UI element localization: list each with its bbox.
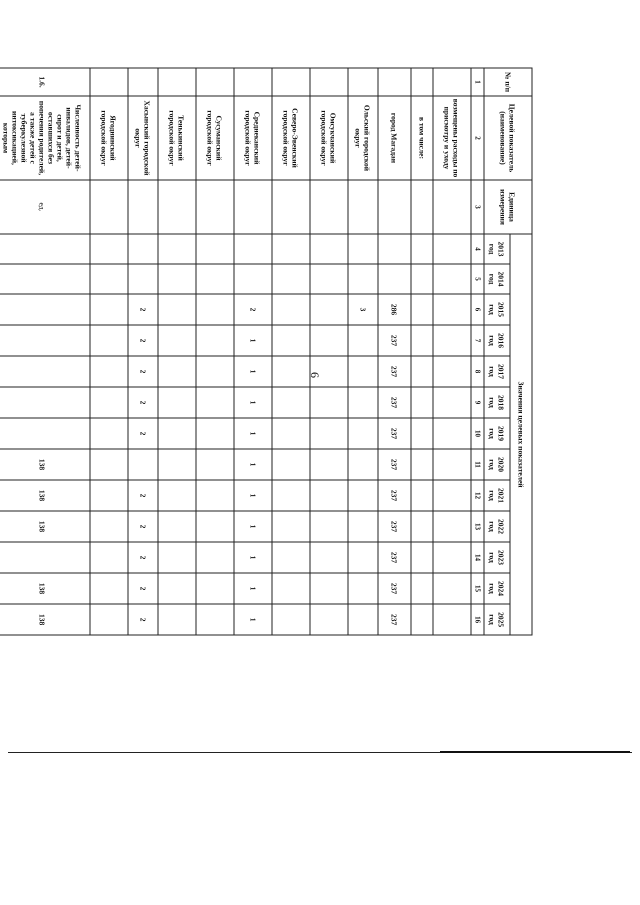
column-number-15: 16 xyxy=(471,604,484,635)
value-cell xyxy=(90,418,128,449)
value-cell xyxy=(0,542,90,573)
value-cell xyxy=(310,234,348,264)
value-cell xyxy=(272,387,310,418)
value-cell xyxy=(128,264,158,294)
value-cell xyxy=(310,604,348,635)
value-cell xyxy=(348,356,378,387)
column-number-5: 6 xyxy=(471,294,484,325)
header-year-5: 2018 год xyxy=(484,387,510,418)
value-cell: 286 xyxy=(378,294,411,325)
header-col-indicator: Целевой показатель (наименование) xyxy=(484,96,532,180)
value-cell xyxy=(196,356,234,387)
unit-cell xyxy=(310,180,348,234)
value-cell xyxy=(90,449,128,480)
table-row xyxy=(310,68,348,635)
value-cell xyxy=(0,294,90,325)
column-number-12: 13 xyxy=(471,511,484,542)
unit-cell: ед. xyxy=(0,180,90,234)
value-cell: 237 xyxy=(378,542,411,573)
header-year-3: 2016 год xyxy=(484,325,510,356)
value-cell: 237 xyxy=(378,511,411,542)
header-year-2: 2015 год xyxy=(484,294,510,325)
value-cell xyxy=(272,511,310,542)
header-year-9: 2022 год xyxy=(484,511,510,542)
value-cell xyxy=(90,480,128,511)
value-cell xyxy=(378,264,411,294)
indicator-name-cell: Хасынский городской округ xyxy=(128,96,158,180)
header-col-unit: Единица измерения xyxy=(484,180,532,234)
value-cell: 1 xyxy=(234,418,272,449)
value-cell xyxy=(378,234,411,264)
header-year-12: 2025 год xyxy=(484,604,510,635)
value-cell xyxy=(411,604,433,635)
value-cell xyxy=(411,480,433,511)
value-cell: 138 xyxy=(0,480,90,511)
value-cell: 138 xyxy=(0,449,90,480)
value-cell: 3 xyxy=(348,294,378,325)
value-cell: 237 xyxy=(378,573,411,604)
value-cell xyxy=(272,573,310,604)
column-number-8: 9 xyxy=(471,387,484,418)
table-row xyxy=(128,68,158,635)
value-cell xyxy=(196,418,234,449)
value-cell xyxy=(272,234,310,264)
value-cell xyxy=(433,264,471,294)
value-cell: 237 xyxy=(378,449,411,480)
value-cell: 1 xyxy=(234,511,272,542)
value-cell xyxy=(272,264,310,294)
value-cell xyxy=(433,480,471,511)
unit-cell xyxy=(433,180,471,234)
value-cell xyxy=(411,234,433,264)
value-cell xyxy=(310,449,348,480)
indicator-name-cell: Тенькинский городской округ xyxy=(158,96,196,180)
value-cell: 2 xyxy=(128,387,158,418)
value-cell: 1 xyxy=(234,573,272,604)
value-cell xyxy=(411,573,433,604)
indicator-name-cell: Ольский городской округ xyxy=(348,96,378,180)
value-cell xyxy=(272,356,310,387)
value-cell xyxy=(272,294,310,325)
value-cell xyxy=(433,511,471,542)
header-year-8: 2021 год xyxy=(484,480,510,511)
row-number-cell xyxy=(411,68,433,96)
indicator-name-cell: Северо-Эвенский городской округ xyxy=(272,96,310,180)
target-indicators-table xyxy=(0,68,533,636)
value-cell xyxy=(158,604,196,635)
value-cell xyxy=(433,387,471,418)
value-cell xyxy=(348,480,378,511)
value-cell xyxy=(310,573,348,604)
unit-cell xyxy=(348,180,378,234)
row-number-cell xyxy=(234,68,272,96)
value-cell xyxy=(158,387,196,418)
value-cell xyxy=(158,542,196,573)
header-year-7: 2020 год xyxy=(484,449,510,480)
indicator-name-cell: Численность детей-инвалидов, детей-сирот и детей, оставшихся без попечения родителей, а также детей с туберкулезной интоксикацией, которым xyxy=(0,96,90,180)
unit-cell xyxy=(128,180,158,234)
value-cell: 237 xyxy=(378,418,411,449)
value-cell xyxy=(158,449,196,480)
value-cell xyxy=(348,418,378,449)
value-cell xyxy=(433,604,471,635)
value-cell: 237 xyxy=(378,325,411,356)
value-cell xyxy=(0,356,90,387)
value-cell xyxy=(158,294,196,325)
value-cell xyxy=(158,418,196,449)
value-cell xyxy=(272,604,310,635)
column-numbers-row xyxy=(471,68,484,635)
value-cell: 138 xyxy=(0,511,90,542)
value-cell: 1 xyxy=(234,480,272,511)
value-cell xyxy=(433,418,471,449)
row-number-cell xyxy=(90,68,128,96)
indicator-name-cell: Сусуманский городской округ xyxy=(196,96,234,180)
value-cell xyxy=(196,449,234,480)
value-cell: 2 xyxy=(128,325,158,356)
value-cell: 237 xyxy=(378,604,411,635)
value-cell xyxy=(196,511,234,542)
value-cell xyxy=(90,264,128,294)
value-cell: 2 xyxy=(128,511,158,542)
value-cell xyxy=(196,325,234,356)
indicator-name-cell: Омсукчанский городской округ xyxy=(310,96,348,180)
row-number-cell xyxy=(272,68,310,96)
value-cell xyxy=(90,387,128,418)
value-cell xyxy=(348,449,378,480)
value-cell xyxy=(433,449,471,480)
value-cell xyxy=(196,573,234,604)
value-cell: 237 xyxy=(378,387,411,418)
value-cell: 2 xyxy=(128,294,158,325)
unit-cell xyxy=(411,180,433,234)
table-row xyxy=(272,68,310,635)
value-cell xyxy=(0,325,90,356)
value-cell xyxy=(234,264,272,294)
value-cell xyxy=(348,264,378,294)
value-cell xyxy=(234,234,272,264)
value-cell xyxy=(433,234,471,264)
value-cell: 1 xyxy=(234,325,272,356)
value-cell: 1 xyxy=(234,387,272,418)
table-row xyxy=(234,68,272,635)
unit-cell xyxy=(158,180,196,234)
value-cell xyxy=(411,387,433,418)
indicator-name-cell: возмещены расходы по присмотру и уходу xyxy=(433,96,471,180)
value-cell xyxy=(411,542,433,573)
row-number-cell xyxy=(348,68,378,96)
value-cell: 1 xyxy=(234,356,272,387)
unit-cell xyxy=(272,180,310,234)
column-number-3: 4 xyxy=(471,234,484,264)
value-cell xyxy=(411,294,433,325)
value-cell xyxy=(433,294,471,325)
value-cell xyxy=(158,511,196,542)
value-cell xyxy=(158,234,196,264)
target-indicators-table-wrapper xyxy=(2,68,533,632)
page-number: 6 xyxy=(308,372,322,378)
unit-cell xyxy=(196,180,234,234)
value-cell xyxy=(128,449,158,480)
row-number-cell xyxy=(433,68,471,96)
value-cell xyxy=(158,480,196,511)
row-number-cell xyxy=(310,68,348,96)
value-cell xyxy=(348,325,378,356)
column-number-2: 3 xyxy=(471,180,484,234)
value-cell: 2 xyxy=(128,356,158,387)
table-row xyxy=(348,68,378,635)
value-cell xyxy=(0,387,90,418)
column-number-0: 1 xyxy=(471,68,484,96)
value-cell: 237 xyxy=(378,356,411,387)
table-row xyxy=(378,68,411,635)
value-cell xyxy=(0,264,90,294)
value-cell xyxy=(196,480,234,511)
column-number-14: 15 xyxy=(471,573,484,604)
column-number-6: 7 xyxy=(471,325,484,356)
header-year-10: 2023 год xyxy=(484,542,510,573)
value-cell xyxy=(411,264,433,294)
value-cell xyxy=(0,234,90,264)
table-row xyxy=(411,68,433,635)
value-cell xyxy=(272,449,310,480)
value-cell: 1 xyxy=(234,449,272,480)
table-body xyxy=(0,68,471,635)
value-cell xyxy=(310,480,348,511)
column-number-11: 12 xyxy=(471,480,484,511)
header-values-group: Значения целевых показателей xyxy=(510,234,532,635)
indicator-name-cell: город Магадан xyxy=(378,96,411,180)
row-number-cell xyxy=(196,68,234,96)
header-year-4: 2017 год xyxy=(484,356,510,387)
value-cell xyxy=(348,234,378,264)
value-cell: 2 xyxy=(234,294,272,325)
value-cell xyxy=(90,294,128,325)
value-cell xyxy=(310,356,348,387)
table-row xyxy=(158,68,196,635)
header-year-11: 2024 год xyxy=(484,573,510,604)
unit-cell xyxy=(234,180,272,234)
value-cell xyxy=(310,294,348,325)
value-cell xyxy=(411,356,433,387)
value-cell xyxy=(433,573,471,604)
unit-cell xyxy=(378,180,411,234)
table-row xyxy=(90,68,128,635)
value-cell: 237 xyxy=(378,480,411,511)
value-cell: 1 xyxy=(234,604,272,635)
table-row xyxy=(433,68,471,635)
value-cell xyxy=(411,418,433,449)
header-col-no: № п/п xyxy=(484,68,532,96)
value-cell xyxy=(90,542,128,573)
column-number-7: 8 xyxy=(471,356,484,387)
value-cell: 1 xyxy=(234,542,272,573)
value-cell xyxy=(348,511,378,542)
value-cell xyxy=(272,542,310,573)
column-number-10: 11 xyxy=(471,449,484,480)
value-cell xyxy=(411,325,433,356)
value-cell xyxy=(196,604,234,635)
value-cell xyxy=(90,234,128,264)
value-cell xyxy=(433,542,471,573)
value-cell xyxy=(310,325,348,356)
value-cell xyxy=(411,511,433,542)
indicator-name-cell: в том числе: xyxy=(411,96,433,180)
value-cell xyxy=(310,418,348,449)
value-cell: 138 xyxy=(0,573,90,604)
value-cell xyxy=(196,264,234,294)
column-number-4: 5 xyxy=(471,264,484,294)
value-cell xyxy=(348,542,378,573)
header-year-6: 2019 год xyxy=(484,418,510,449)
value-cell xyxy=(310,542,348,573)
column-number-9: 10 xyxy=(471,418,484,449)
indicator-name-cell: Среднеканский городской округ xyxy=(234,96,272,180)
column-number-13: 14 xyxy=(471,542,484,573)
value-cell xyxy=(310,387,348,418)
unit-cell xyxy=(90,180,128,234)
header-year-1: 2014 год xyxy=(484,264,510,294)
value-cell xyxy=(196,234,234,264)
column-number-1: 2 xyxy=(471,96,484,180)
value-cell xyxy=(310,264,348,294)
value-cell xyxy=(348,573,378,604)
value-cell xyxy=(90,356,128,387)
value-cell xyxy=(310,511,348,542)
value-cell xyxy=(411,449,433,480)
value-cell xyxy=(433,325,471,356)
value-cell xyxy=(90,604,128,635)
value-cell: 2 xyxy=(128,480,158,511)
value-cell xyxy=(158,573,196,604)
row-number-cell xyxy=(158,68,196,96)
value-cell xyxy=(128,234,158,264)
indicator-name-cell: Ягоднинский городской округ xyxy=(90,96,128,180)
value-cell xyxy=(158,356,196,387)
value-cell xyxy=(90,573,128,604)
value-cell xyxy=(272,480,310,511)
value-cell: 2 xyxy=(128,573,158,604)
value-cell xyxy=(348,387,378,418)
value-cell xyxy=(196,542,234,573)
value-cell xyxy=(433,356,471,387)
value-cell xyxy=(158,264,196,294)
header-year-0: 2013 год xyxy=(484,234,510,264)
page-rule-thick-segment xyxy=(440,751,630,753)
value-cell: 2 xyxy=(128,604,158,635)
value-cell xyxy=(348,604,378,635)
value-cell: 2 xyxy=(128,542,158,573)
value-cell xyxy=(90,325,128,356)
table-row xyxy=(196,68,234,635)
value-cell xyxy=(272,325,310,356)
value-cell: 138 xyxy=(0,604,90,635)
row-number-cell: 1.6. xyxy=(0,68,90,96)
row-number-cell xyxy=(378,68,411,96)
value-cell xyxy=(196,387,234,418)
value-cell xyxy=(158,325,196,356)
value-cell: 2 xyxy=(128,418,158,449)
value-cell xyxy=(0,418,90,449)
value-cell xyxy=(196,294,234,325)
value-cell xyxy=(272,418,310,449)
row-number-cell xyxy=(128,68,158,96)
table-row xyxy=(0,68,90,635)
value-cell xyxy=(90,511,128,542)
